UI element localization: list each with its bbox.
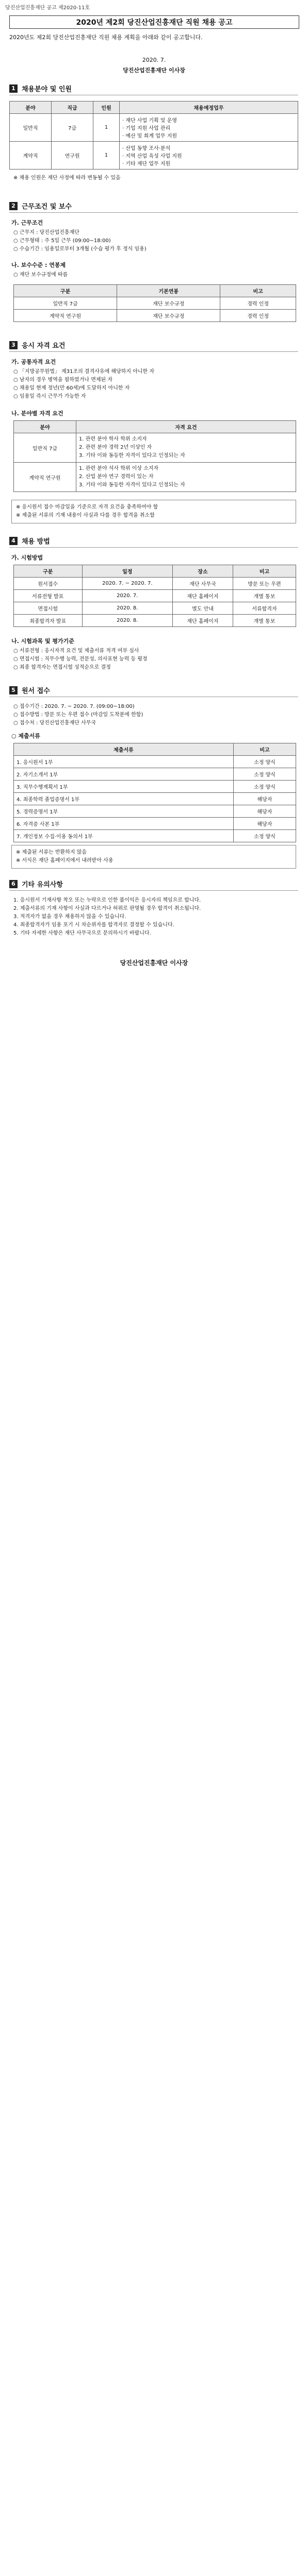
table-cell: 재단 홈페이지 — [173, 615, 233, 627]
table-cell: 개별 통보 — [233, 615, 296, 627]
table-header: 비고 — [233, 565, 296, 578]
table-cell: 3. 직무수행계획서 1부 — [14, 781, 234, 793]
table-cell: 연구원 — [52, 142, 93, 170]
table-row — [14, 602, 296, 615]
section-divider — [9, 351, 298, 352]
table-row — [14, 768, 296, 781]
table-cell: 재단 사무국 — [173, 578, 233, 590]
table-row — [14, 805, 296, 818]
table-cell: 개별 통보 — [233, 590, 296, 602]
subsection-title: 가. 시험방법 — [11, 554, 43, 561]
table-cell: 1. 관련 분야 학사 학위 소지자 2. 관련 분야 경력 2년 이상인 자 3. 기타 이와 동등한 자격이 있다고 인정되는 자 — [76, 433, 296, 463]
table-cell: 해당자 — [234, 805, 296, 818]
text-block: ○ 근무지 : 당진산업진흥재단 ○ 근무형태 : 주 5일 근무 (09:00~18:00) ○ 수습기간 : 임용일로부터 3개월 (수습 평가 후 정식 임용) — [13, 230, 147, 252]
table-header: 분야 — [10, 101, 52, 114]
section-title: 기타 유의사항 — [22, 881, 63, 889]
subsection-title: 가. 공통자격 요건 — [11, 359, 56, 365]
section-2-heading — [9, 201, 72, 211]
table-header: 구분 — [14, 565, 83, 578]
table-cell: 소정 양식 — [234, 830, 296, 842]
text-block: ○ 「지방공무원법」 제31조의 결격사유에 해당하지 아니한 자 ○ 남자의 경우 병역을 필하였거나 면제된 자 ○ 채용일 현재 정년(만 60세)에 도달하지 아니한 자 ○ 임용일 즉시 근무가 가능한 자 — [13, 369, 155, 399]
section-number: 4 — [9, 537, 18, 545]
table-cell: 경력 인정 — [220, 310, 296, 322]
table-row — [14, 433, 296, 463]
section-6-heading — [9, 879, 63, 889]
table-cell: 2020. 8. — [82, 615, 173, 627]
table-row — [14, 781, 296, 793]
table-header: 자격 요건 — [76, 421, 296, 433]
table-cell: 소정 양식 — [234, 756, 296, 768]
salary-table — [13, 284, 296, 322]
footer-org: 당진산업진흥재단 이사장 — [120, 959, 188, 967]
table-cell: 계약직 — [10, 142, 52, 170]
table-cell: 5. 경력증명서 1부 — [14, 805, 234, 818]
section-divider — [9, 212, 298, 213]
table-header: 채용예정업무 — [120, 101, 298, 114]
section-title: 채용분야 및 인원 — [22, 86, 72, 93]
table-row — [14, 463, 296, 492]
table-cell: 1. 응시원서 1부 — [14, 756, 234, 768]
subsection-title: 나. 분야별 자격 요건 — [11, 410, 63, 417]
table-cell: 4. 최종학력 졸업증명서 1부 — [14, 793, 234, 805]
table-cell: 2. 자기소개서 1부 — [14, 768, 234, 781]
table-row — [14, 590, 296, 602]
subsection-title: ○ 제출서류 — [11, 733, 40, 739]
text-block: ○ 재단 보수규정에 따름 — [13, 272, 68, 278]
table-cell: 계약직 연구원 — [14, 310, 117, 322]
table-cell: 일반직 7급 — [14, 433, 76, 463]
table-row — [10, 114, 298, 142]
table-row — [14, 615, 296, 627]
section-title: 채용 방법 — [22, 538, 50, 546]
section-title: 근무조건 및 보수 — [22, 203, 72, 211]
table-cell: 최종합격자 발표 — [14, 615, 83, 627]
table-row — [14, 310, 296, 322]
table-row — [14, 818, 296, 830]
section-divider — [9, 547, 298, 548]
section-number: 2 — [9, 202, 18, 210]
table-cell: 1. 관련 분야 석사 학위 이상 소지자 2. 산업 분야 연구 경력이 있는 자 3. 기타 이와 동등한 자격이 있다고 인정되는 자 — [76, 463, 296, 492]
documents-note: ※ 제출된 서류는 반환하지 않음 ※ 서식은 재단 홈페이지에서 내려받아 사용 — [11, 845, 296, 869]
table-row — [14, 756, 296, 768]
table-cell: 재단 보수규정 — [117, 310, 220, 322]
table-cell: 재단 홈페이지 — [173, 590, 233, 602]
table-row — [14, 830, 296, 842]
documents-table — [13, 743, 296, 842]
table-cell: 1 — [93, 142, 120, 170]
section-number: 3 — [9, 341, 18, 349]
table-row — [14, 297, 296, 310]
table-cell: 6. 자격증 사본 1부 — [14, 818, 234, 830]
table-row — [14, 578, 296, 590]
table-cell: 해당자 — [234, 793, 296, 805]
table-cell: 별도 안내 — [173, 602, 233, 615]
section-1-heading — [9, 83, 72, 93]
table-cell: 방문 또는 우편 — [233, 578, 296, 590]
table-header: 일정 — [82, 565, 173, 578]
text-block: ○ 서류전형 : 응시자격 요건 및 제출서류 적격 여부 심사 ○ 면접시험 : 직무수행 능력, 전문성, 의사표현 능력 등 평정 ○ 최종 합격자는 면접시험 성적순으로 결정 — [13, 648, 148, 670]
text-block: 1. 응시원서 기재사항 착오 또는 누락으로 인한 불이익은 응시자의 책임으로 합니다. 2. 제출서류의 기재 사항이 사실과 다르거나 허위로 판명될 경우 합격이 취소됩니다. 3. 적격자가 없을 경우 채용하지 않을 수 있습니다. 4. 최종합격자가 임용 포기 시 차순위자를 합격자로 결정할 수 있습니다. 5. 기타 자세한 사항은 재단 사무국으로 문의하시기 바랍니다. — [13, 897, 201, 936]
table-header: 분야 — [14, 421, 76, 433]
section-3-heading — [9, 340, 65, 350]
table-row — [10, 142, 298, 170]
document-number: 당진산업진흥재단 공고 제2020-11호 — [5, 5, 90, 11]
table-cell: 원서접수 — [14, 578, 83, 590]
announcement-org: 당진산업진흥재단 이사장 — [123, 67, 185, 74]
section-4-heading — [9, 536, 50, 546]
table-cell: 해당자 — [234, 818, 296, 830]
page-title-text: 2020년 제2회 당진산업진흥재단 직원 채용 공고 — [76, 19, 233, 27]
page-title — [9, 15, 299, 29]
schedule-table — [13, 565, 296, 627]
table-cell: 일반직 — [10, 114, 52, 142]
table-cell: 2020. 7. — [82, 590, 173, 602]
table-cell: 소정 양식 — [234, 768, 296, 781]
section-divider — [9, 890, 298, 891]
table-header: 비고 — [220, 285, 296, 297]
section-5-heading — [9, 685, 50, 695]
table-header: 제출서류 — [14, 743, 234, 756]
table-header: 비고 — [234, 743, 296, 756]
table-cell: 재단 보수규정 — [117, 297, 220, 310]
table-header: 기본연봉 — [117, 285, 220, 297]
table-cell: 서류전형 발표 — [14, 590, 83, 602]
table-cell: 1 — [93, 114, 120, 142]
qualification-table — [13, 420, 296, 492]
text-block: ○ 접수기간 : 2020. 7. ~ 2020. 7. (09:00~18:00) ○ 접수방법 : 방문 또는 우편 접수 (마감일 도착분에 한함) ○ 접수처 : 당진산업진흥재단 사무국 — [13, 704, 143, 726]
section-number: 1 — [9, 84, 18, 93]
recruitment-table — [9, 101, 298, 170]
table-note: ※ 채용 인원은 재단 사정에 따라 변동될 수 있음 — [13, 175, 121, 181]
table-cell: 7. 개인정보 수집·이용 동의서 1부 — [14, 830, 234, 842]
table-cell: 경력 인정 — [220, 297, 296, 310]
table-cell: 7급 — [52, 114, 93, 142]
section-number: 5 — [9, 686, 18, 694]
table-cell: 일반직 7급 — [14, 297, 117, 310]
qualification-note: ※ 응시원서 접수 마감일을 기준으로 자격 요건을 충족하여야 함 ※ 제출된 서류의 기재 내용이 사실과 다를 경우 합격을 취소함 — [11, 500, 296, 523]
table-cell: 소정 양식 — [234, 781, 296, 793]
section-number: 6 — [9, 880, 18, 888]
subsection-title: 나. 시험과목 및 평가기준 — [11, 638, 74, 645]
table-header: 인원 — [93, 101, 120, 114]
table-header: 장소 — [173, 565, 233, 578]
announcement-date: 2020. 7. — [142, 57, 166, 63]
table-header: 직급 — [52, 101, 93, 114]
table-cell: 면접시험 — [14, 602, 83, 615]
table-cell: · 재단 사업 기획 및 운영 · 기업 지원 사업 관리 · 예산 및 회계 업무 지원 — [120, 114, 298, 142]
section-title: 원서 접수 — [22, 687, 50, 695]
table-cell: 2020. 7. ~ 2020. 7. — [82, 578, 173, 590]
section-title: 응시 자격 요건 — [22, 342, 66, 350]
subsection-title: 가. 근무조건 — [11, 219, 43, 226]
table-cell: · 산업 동향 조사·분석 · 지역 산업 육성 사업 지원 · 기타 재단 업무 지원 — [120, 142, 298, 170]
table-cell: 2020. 8. — [82, 602, 173, 615]
intro-text: 2020년도 제2회 당진산업진흥재단 직원 채용 계획을 아래와 같이 공고합니다. — [9, 34, 203, 41]
subsection-title: 나. 보수수준 : 연봉제 — [11, 262, 66, 268]
table-row — [14, 793, 296, 805]
table-header: 구분 — [14, 285, 117, 297]
table-cell: 계약직 연구원 — [14, 463, 76, 492]
table-cell: 서류합격자 — [233, 602, 296, 615]
